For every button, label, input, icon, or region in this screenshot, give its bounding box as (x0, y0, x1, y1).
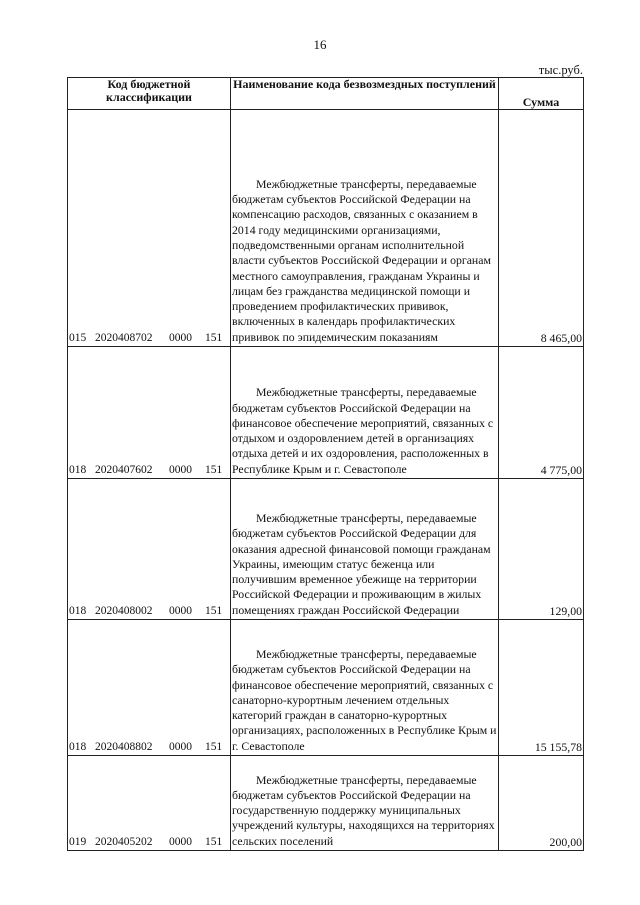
code-main: 2020405202 (95, 836, 153, 848)
header-name: Наименование кода безвозмездных поступлений (231, 78, 499, 110)
code-admin: 019 (69, 836, 87, 848)
code-sub: 0000 (169, 605, 192, 617)
sum-cell: 129,00 (499, 479, 584, 620)
code-admin: 015 (69, 332, 87, 344)
code-kosgu: 151 (205, 741, 223, 753)
row-name: Межбюджетные трансферты, передаваемые бюджетам субъектов Российской Федерации для оказания адресной финансовой помощи гражданам Украины, имеющим статус беженца или получившим временное убежище на территории Российской Федерации и проживающим в жилых помещениях граждан Российской Федерации (232, 510, 491, 617)
code-sub: 0000 (169, 332, 192, 344)
header-code: Код бюджетной классификации (68, 78, 231, 110)
name-cell (231, 110, 499, 347)
code-main: 2020408802 (95, 741, 153, 753)
budget-table (67, 77, 584, 851)
name-cell (231, 620, 499, 756)
sum-cell: 200,00 (499, 756, 584, 851)
row-name: Межбюджетные трансферты, передаваемые бюджетам субъектов Российской Федерации на финансовое обеспечение мероприятий, связанных с отдыхом и оздоровлением детей в организациях отдыха детей и их оздоровления, расположенных в Республике Крым и г. Севастополе (232, 385, 494, 476)
table-row (68, 347, 584, 479)
code-sub: 0000 (169, 741, 192, 753)
code-kosgu: 151 (205, 836, 223, 848)
table-row (68, 756, 584, 851)
code-main: 2020408702 (95, 332, 153, 344)
code-kosgu: 151 (205, 605, 223, 617)
table-row (68, 479, 584, 620)
page-number: 16 (313, 37, 327, 52)
name-cell (231, 347, 499, 479)
table-row (68, 110, 584, 347)
code-cell (68, 110, 231, 347)
table-row (68, 620, 584, 756)
code-cell (68, 479, 231, 620)
code-admin: 018 (69, 464, 87, 476)
sum-cell: 4 775,00 (499, 347, 584, 479)
code-main: 2020407602 (95, 464, 153, 476)
code-main: 2020408002 (95, 605, 153, 617)
name-cell (231, 479, 499, 620)
code-admin: 018 (69, 741, 87, 753)
table-header-row (68, 78, 584, 110)
sum-cell: 8 465,00 (499, 110, 584, 347)
row-name: Межбюджетные трансферты, передаваемые бюджетам субъектов Российской Федерации на компенсацию расходов, связанных с оказанием в 2014 году медицинскими организациями, подведомственными органам исполнительной власти субъектов Российской Федерации и органам местного самоуправления, гражданам Украины и лицам без гражданства медицинской помощи и проведением профилактических прививок, включенных в календарь профилактических прививок по эпидемическим показаниям (232, 176, 491, 344)
code-cell (68, 347, 231, 479)
code-cell (68, 756, 231, 851)
code-cell (68, 620, 231, 756)
code-admin: 018 (69, 605, 87, 617)
sum-cell: 15 155,78 (499, 620, 584, 756)
header-sum: Сумма (499, 78, 584, 110)
row-name: Межбюджетные трансферты, передаваемые бюджетам субъектов Российской Федерации на финансовое обеспечение мероприятий, связанных с санаторно-курортным лечением отдельных категорий граждан в санаторно-курортных организациях, расположенных в Республике Крым и г. Севастополе (232, 646, 497, 753)
code-kosgu: 151 (205, 464, 223, 476)
code-kosgu: 151 (205, 332, 223, 344)
name-cell (231, 756, 499, 851)
code-sub: 0000 (169, 836, 192, 848)
code-sub: 0000 (169, 464, 192, 476)
row-name: Межбюджетные трансферты, передаваемые бюджетам субъектов Российской Федерации на государственную поддержку муниципальных учреждений культуры, находящихся на территориях сельских поселений (232, 772, 495, 848)
units-label: тыс.руб. (538, 63, 583, 77)
